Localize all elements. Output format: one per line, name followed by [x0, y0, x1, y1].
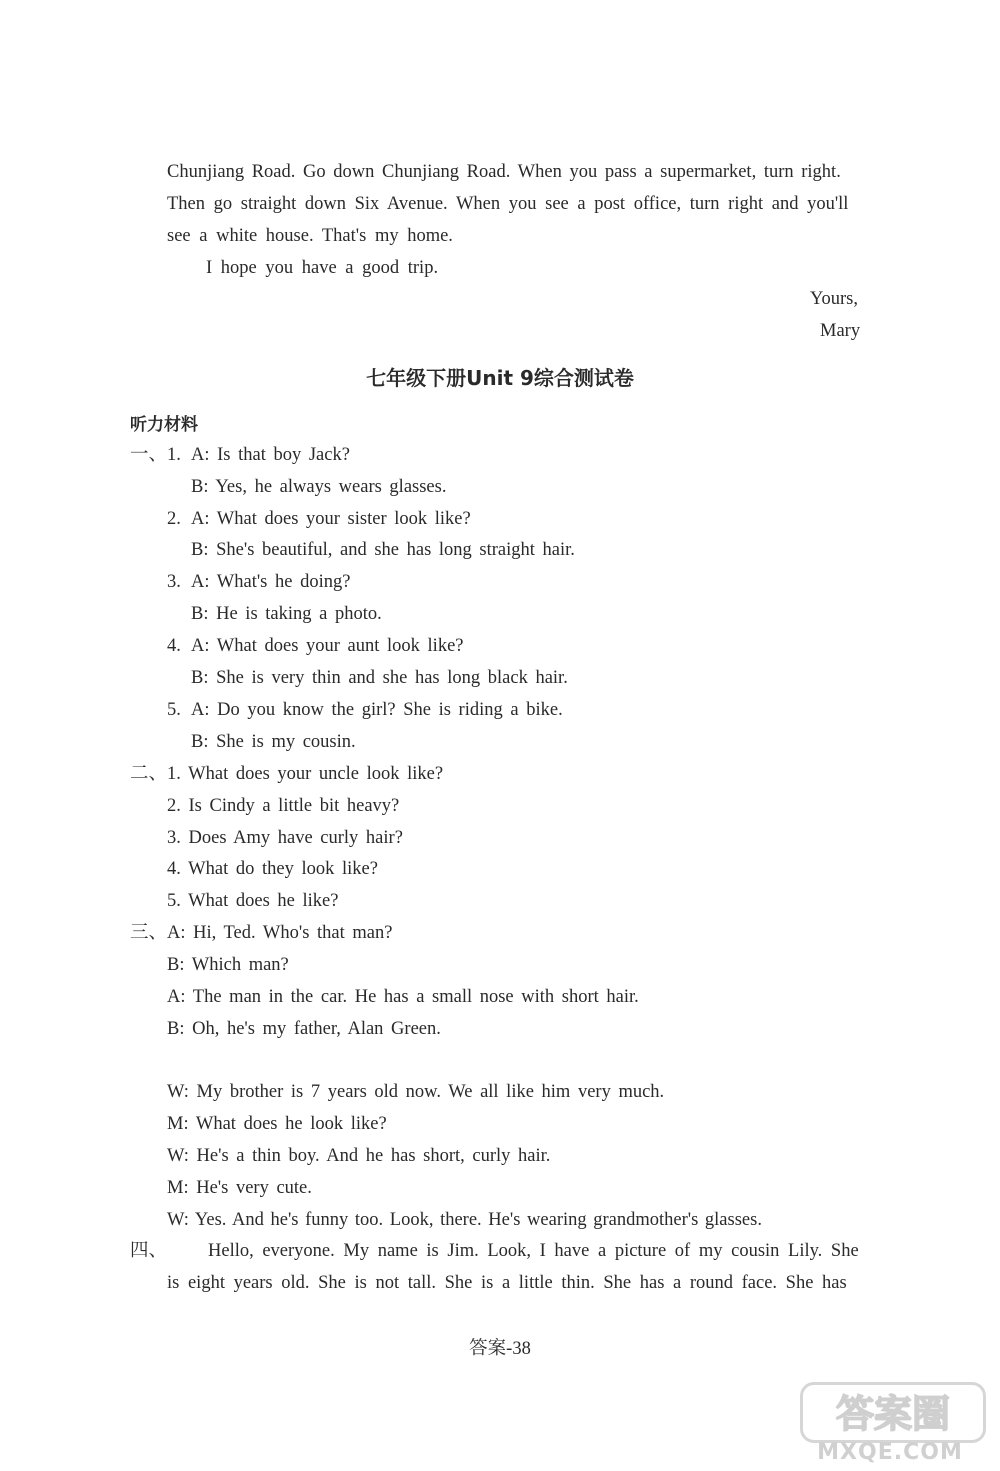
dialogue-line: M: He's very cute. [167, 1178, 312, 1198]
dialogue-line: B: Which man? [167, 955, 289, 975]
dialogue-line: A: What does your aunt look like? [191, 636, 464, 656]
part-marker: 四、 [130, 1241, 168, 1261]
watermark-url: MXQE.COM [817, 1440, 963, 1465]
letter-signature: Mary [820, 321, 861, 341]
passage-line: is eight years old. She is not tall. She is a little thin. She has a round face. She has [167, 1273, 847, 1293]
dialogue-line: W: He's a thin boy. And he has short, curly hair. [167, 1146, 551, 1166]
dialogue-line: A: The man in the car. He has a small nose with short hair. [167, 987, 639, 1007]
part-marker: 二、 [130, 764, 168, 784]
item-number: 1. [167, 445, 181, 465]
dialogue-line: W: Yes. And he's funny too. Look, there. He's wearing grandmother's glasses. [167, 1210, 762, 1230]
item-number: 5. [167, 700, 181, 720]
watermark [790, 1382, 990, 1467]
dialogue-line: A: Do you know the girl? She is riding a bike. [191, 700, 563, 720]
question-line: 1. What does your uncle look like? [167, 764, 444, 784]
dialogue-line: W: My brother is 7 years old now. We all like him very much. [167, 1082, 665, 1102]
page-footer: 答案-38 [469, 1339, 531, 1359]
dialogue-line: B: She is very thin and she has long black hair. [191, 668, 568, 688]
part-marker: 一、 [130, 445, 168, 465]
item-number: 2. [167, 509, 181, 529]
page-title: 七年级下册Unit 9综合测试卷 [366, 366, 634, 390]
dialogue-line: B: Oh, he's my father, Alan Green. [167, 1019, 441, 1039]
dialogue-line: A: Hi, Ted. Who's that man? [167, 923, 393, 943]
question-line: 5. What does he like? [167, 891, 339, 911]
question-line: 3. Does Amy have curly hair? [167, 828, 403, 848]
dialogue-line: B: She's beautiful, and she has long straight hair. [191, 540, 575, 560]
dialogue-line: A: What does your sister look like? [191, 509, 471, 529]
letter-line: see a white house. That's my home. [167, 226, 453, 246]
passage-line: Hello, everyone. My name is Jim. Look, I have a picture of my cousin Lily. She [208, 1241, 859, 1261]
item-number: 3. [167, 572, 181, 592]
letter-line: Chunjiang Road. Go down Chunjiang Road. When you pass a supermarket, turn right. [167, 162, 841, 182]
dialogue-line: B: Yes, he always wears glasses. [191, 477, 447, 497]
question-line: 2. Is Cindy a little bit heavy? [167, 796, 400, 816]
dialogue-line: A: Is that boy Jack? [191, 445, 350, 465]
dialogue-line: B: He is taking a photo. [191, 604, 382, 624]
section-heading: 听力材料 [130, 415, 198, 435]
svg-text:答案圈: 答案圈 [835, 1392, 951, 1436]
letter-closing: Yours, [810, 289, 858, 309]
dialogue-line: A: What's he doing? [191, 572, 351, 592]
watermark-logo-icon [800, 1382, 986, 1443]
item-number: 4. [167, 636, 181, 656]
part-marker: 三、 [130, 923, 168, 943]
question-line: 4. What do they look like? [167, 859, 378, 879]
letter-line: Then go straight down Six Avenue. When you see a post office, turn right and you'll [167, 194, 849, 214]
dialogue-line: B: She is my cousin. [191, 732, 356, 752]
dialogue-line: M: What does he look like? [167, 1114, 387, 1134]
letter-line: I hope you have a good trip. [206, 258, 439, 278]
